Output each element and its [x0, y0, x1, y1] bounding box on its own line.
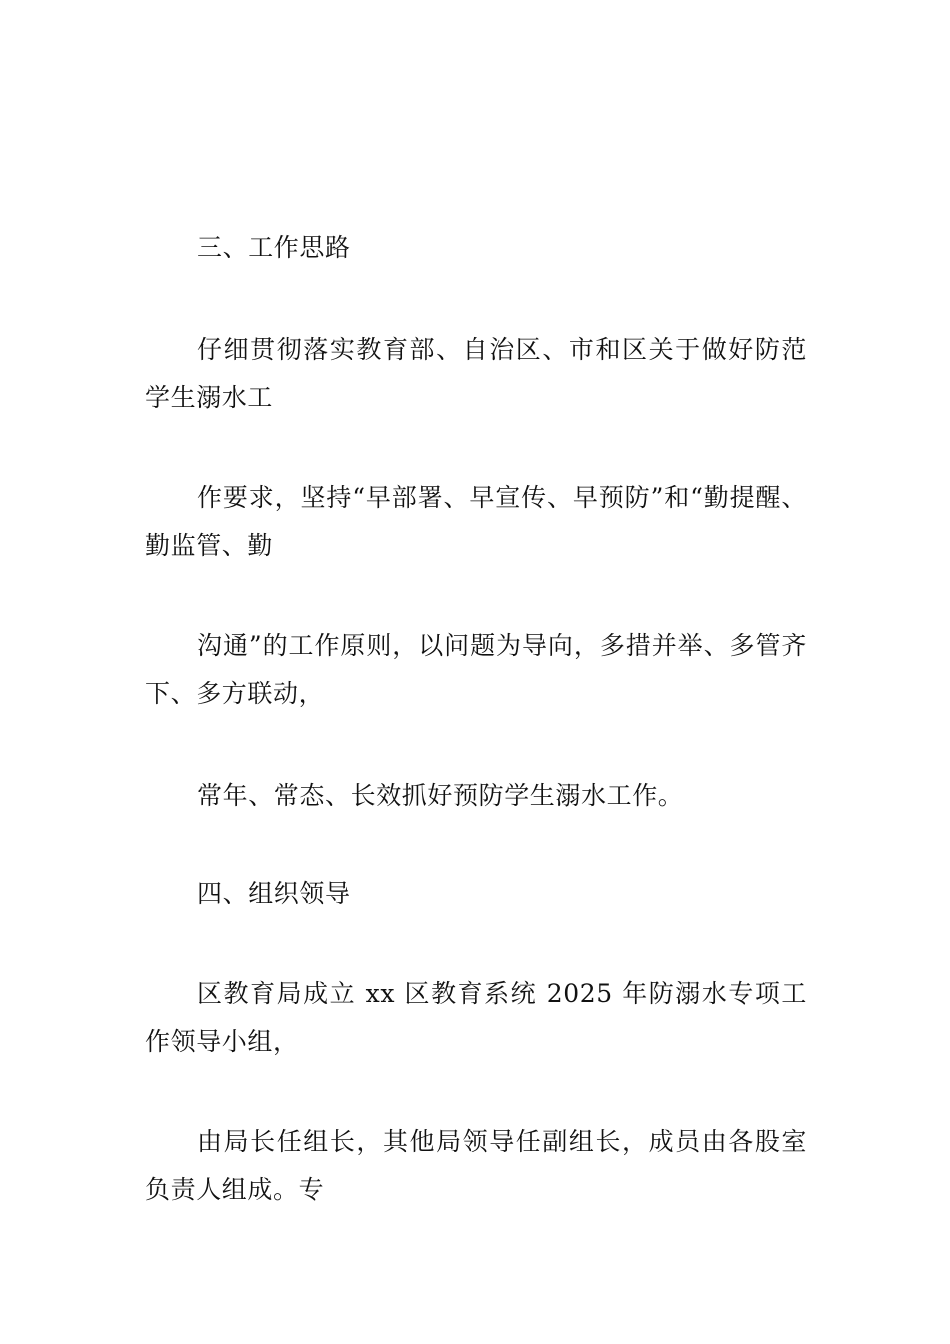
- section-heading-work-approach: 三、工作思路: [197, 233, 351, 262]
- body-paragraph: 常年、常态、长效抓好预防学生溺水工作。: [197, 781, 684, 810]
- section-heading-organization: 四、组织领导: [197, 879, 351, 908]
- body-paragraph: 仔细贯彻落实教育部、自治区、市和区关于做好防范学生溺水工: [145, 335, 807, 412]
- body-paragraph: 由局长任组长，其他局领导任副组长，成员由各股室负责人组成。专: [145, 1127, 807, 1204]
- body-paragraph: 作要求，坚持“早部署、早宣传、早预防”和“勤提醒、勤监管、勤: [145, 483, 807, 560]
- body-paragraph: 区教育局成立 xx 区教育系统 2025 年防溺水专项工作领导小组，: [145, 979, 807, 1056]
- body-paragraph: 沟通”的工作原则，以问题为导向，多措并举、多管齐下、多方联动，: [145, 631, 807, 708]
